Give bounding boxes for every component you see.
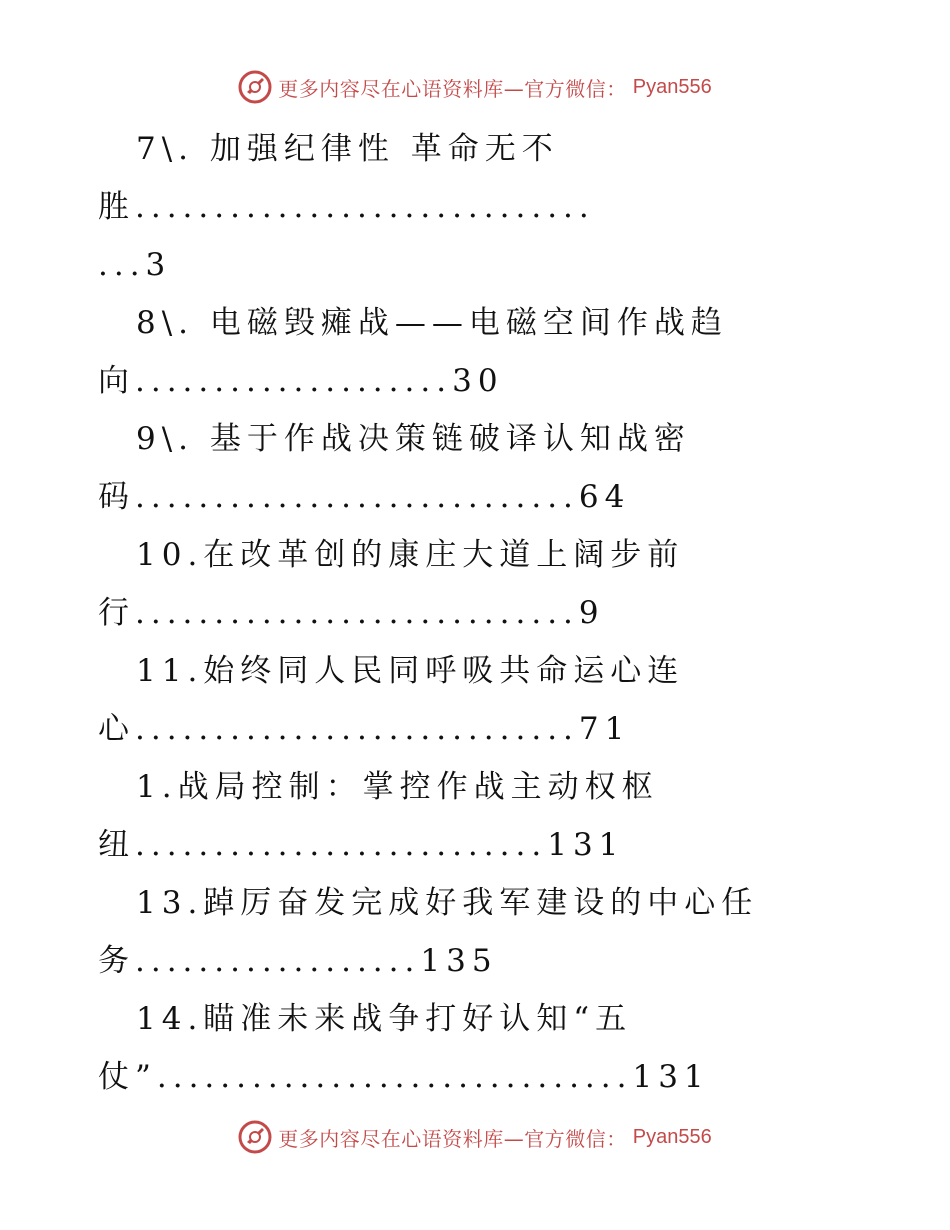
toc-entry-page: 135 — [420, 943, 498, 979]
toc-entry-title: 11.始终同人民同呼吸共命运心连 — [136, 653, 685, 689]
toc-entry-page: 64 — [578, 479, 631, 515]
toc-entry-leader: 码............................64 — [98, 479, 631, 515]
toc-entry-leader: 仗”..............................131 — [98, 1059, 710, 1095]
toc-entry[interactable] — [98, 874, 858, 990]
toc-entry-leader: 行............................9 — [98, 595, 605, 631]
toc-entry-title: 7\. 加强纪律性 革命无不 — [136, 131, 559, 167]
watermark-text: 更多内容尽在心语资料库—官方微信： — [278, 1126, 627, 1151]
toc-entry-title: 13.踔厉奋发完成好我军建设的中心任 — [136, 885, 759, 921]
toc-entry[interactable] — [98, 642, 858, 758]
toc-entry-title: 9\. 基于作战决策链破译认知战密 — [136, 421, 691, 457]
watermark-text: 更多内容尽在心语资料库—官方微信： — [278, 76, 627, 101]
toc-entry-leader: 胜............................. — [98, 189, 595, 225]
toc-entry-page: 71 — [578, 711, 631, 747]
toc-entry[interactable] — [98, 526, 858, 642]
toc-entry-leader: 纽..........................131 — [98, 827, 625, 863]
toc-entry-page: 131 — [547, 827, 625, 863]
toc-entry[interactable] — [98, 294, 858, 410]
brand-logo-icon — [238, 1120, 272, 1154]
toc-entry-page: 9 — [578, 595, 605, 631]
toc-entry-page: 30 — [452, 363, 504, 399]
toc-entry-title: 10.在改革创的康庄大道上阔步前 — [136, 537, 685, 573]
toc-entry-leader: 务..................135 — [98, 943, 498, 979]
toc-entry[interactable] — [98, 990, 858, 1106]
toc-entry-leader: 心............................71 — [98, 711, 631, 747]
table-of-contents — [98, 120, 858, 1106]
toc-entry-title: 1.战局控制：掌控作战主动权枢 — [136, 769, 659, 805]
toc-entry-leader: 向....................30 — [98, 363, 504, 399]
toc-entry[interactable] — [98, 120, 858, 294]
toc-entry[interactable] — [98, 758, 858, 874]
toc-entry-page: 131 — [632, 1059, 710, 1095]
toc-entry-page: ...3 — [98, 247, 172, 283]
toc-entry-title: 8\. 电磁毁瘫战——电磁空间作战趋 — [136, 305, 728, 341]
watermark-footer — [0, 1120, 950, 1154]
watermark-handle: Pyan556 — [632, 1125, 712, 1148]
toc-entry[interactable] — [98, 410, 858, 526]
brand-logo-icon — [238, 70, 272, 104]
watermark-handle: Pyan556 — [632, 75, 712, 98]
toc-entry-title: 14.瞄准未来战争打好认知“五 — [136, 1001, 633, 1037]
watermark-header — [0, 70, 950, 104]
